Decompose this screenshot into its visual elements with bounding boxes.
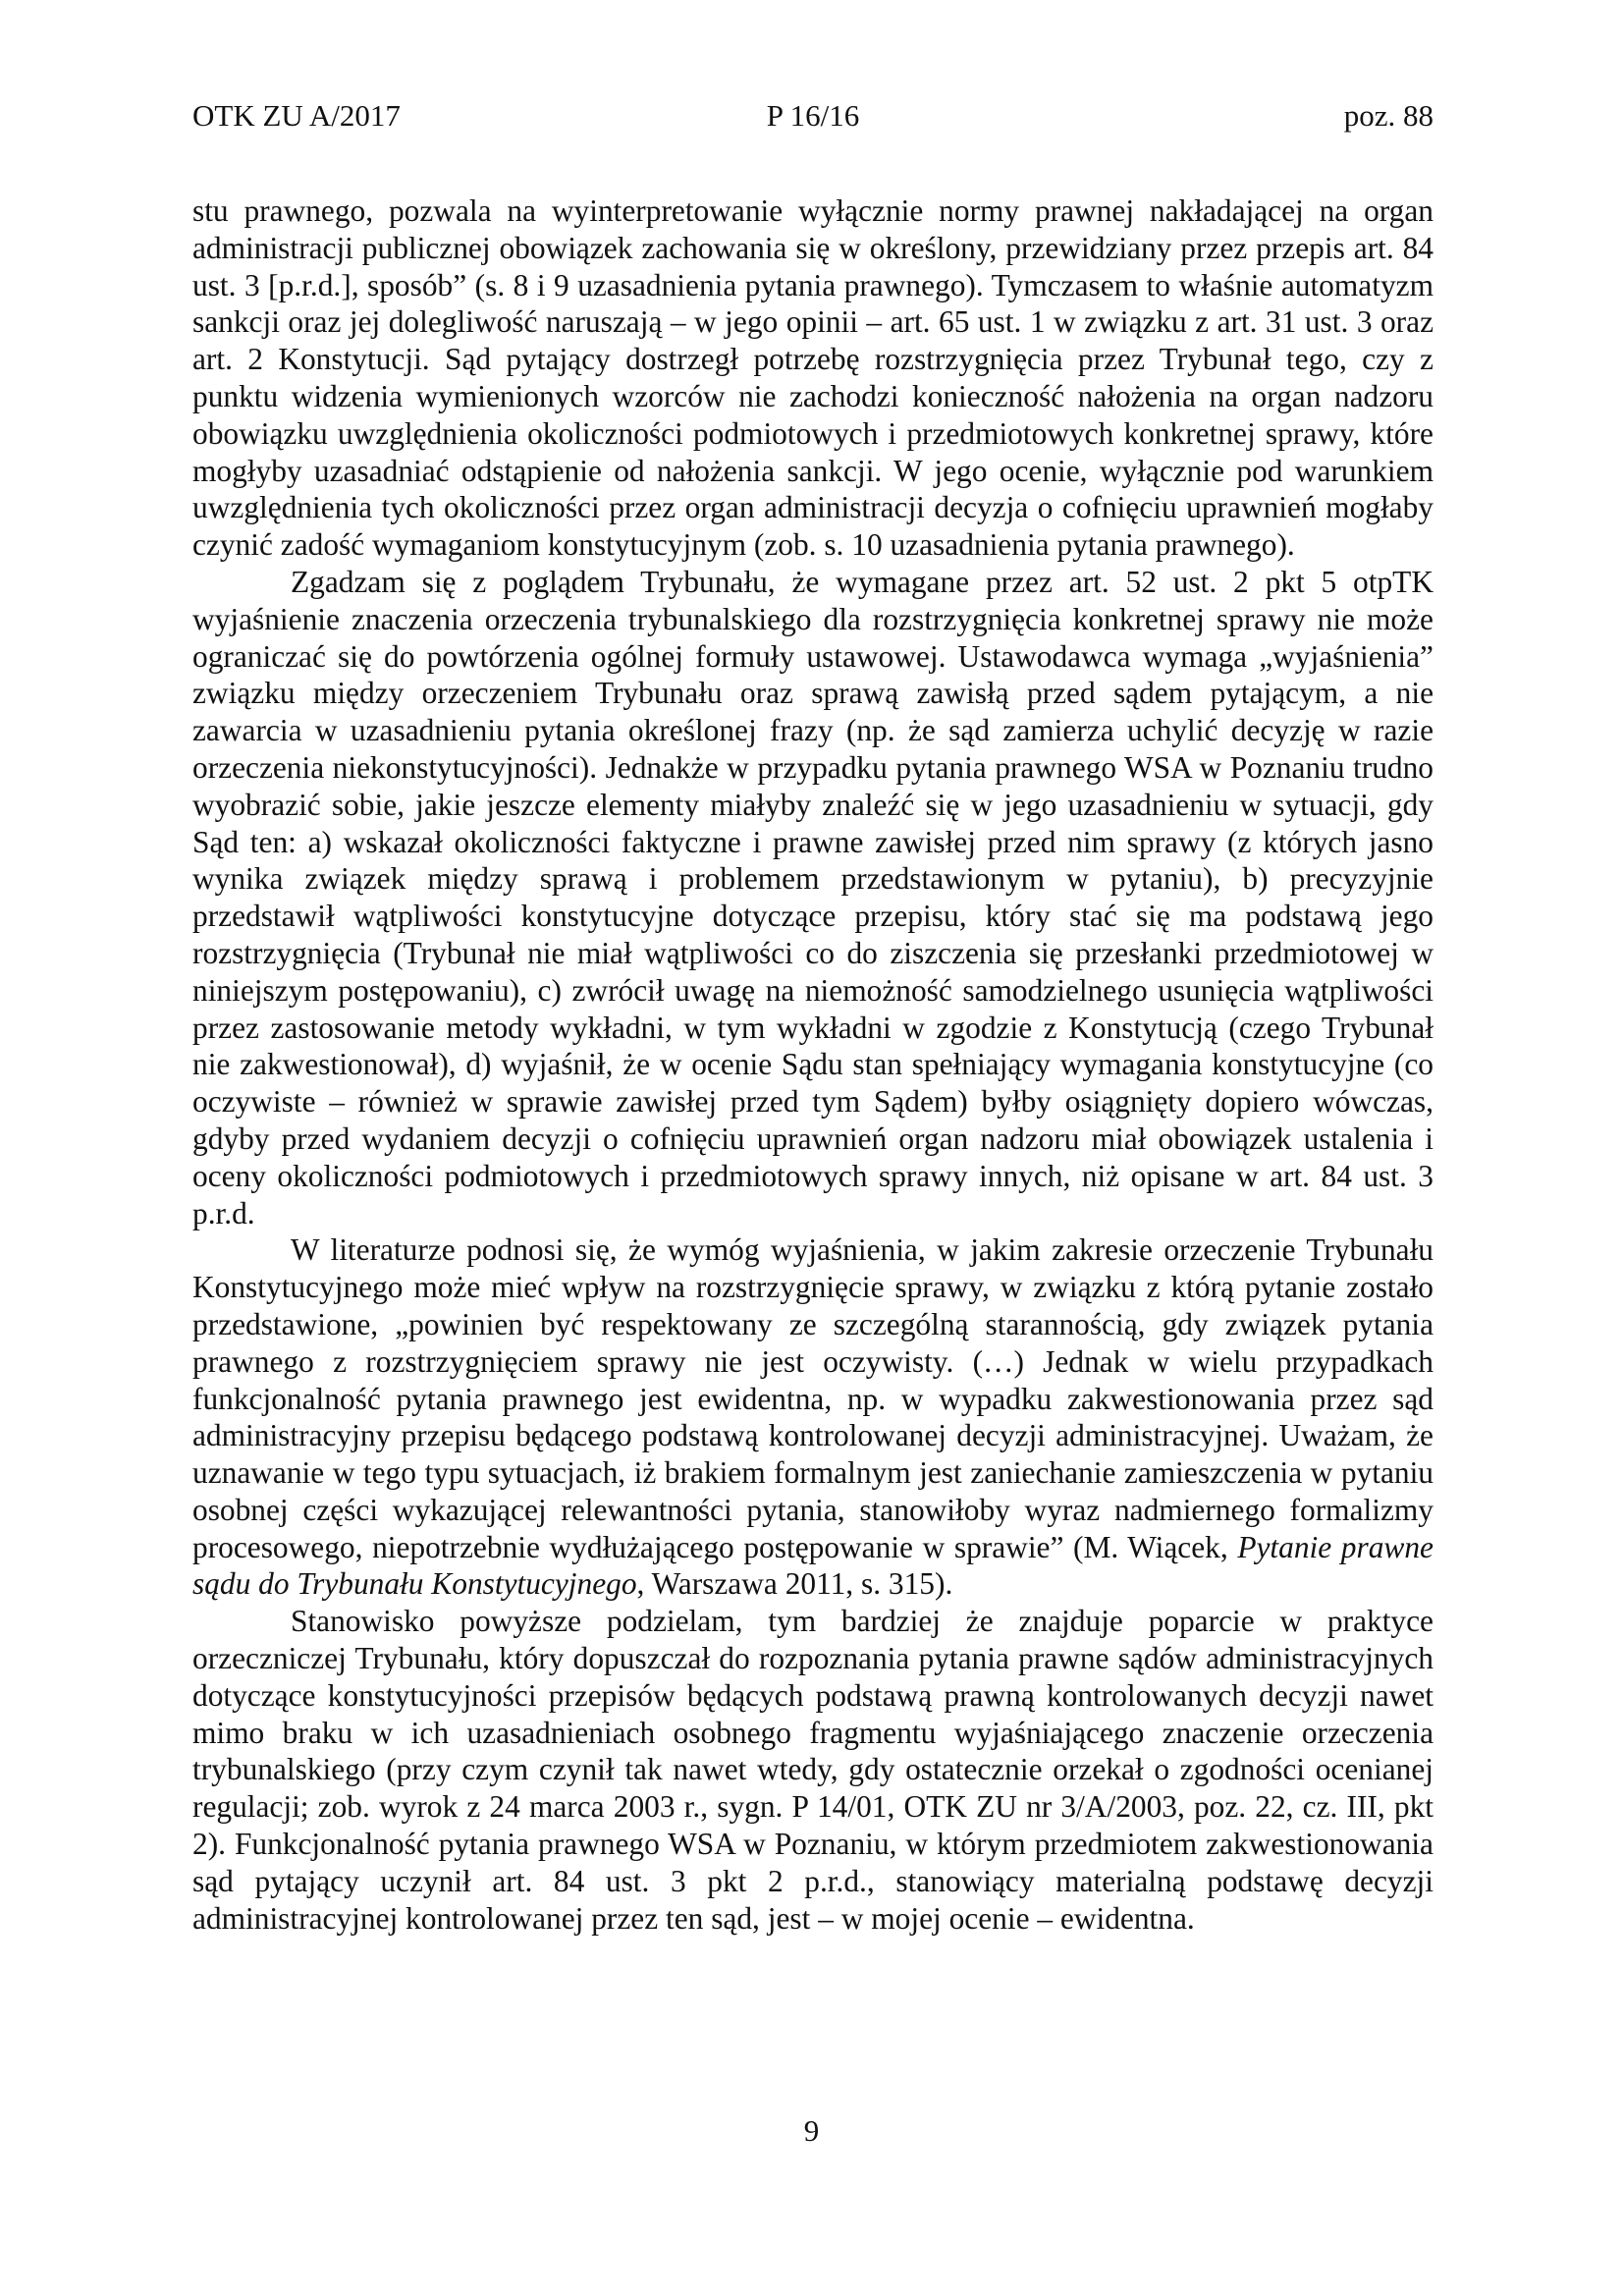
page-footer bbox=[0, 2111, 1623, 2151]
header-position: poz. 88 bbox=[1343, 98, 1434, 133]
paragraph-text: W literaturze podnosi się, że wymóg wyjaśnienia, w jakim zakresie orzeczenie Trybunału Konstytucyjnego może mieć wpływ na rozstrzygnięcie sprawy, w związku z którą pytanie zostało przedstawione, „powinien być respektowany ze szczególną starannością, gdy związek pytania prawnego z rozstrzygnięciem sprawy nie jest oczywisty. (…) Jednak w wielu przypadkach funkcjonalność pytania prawnego jest ewidentna, np. w wypadku zakwestionowania przez sąd administracyjny przepisu będącego podstawą kontrolowanej decyzji administracyjnej. Uważam, że uznawanie w tego typu sytuacjach, iż brakiem formalnym jest zaniechanie zamieszczenia w pytaniu osobnej części wykazującej relewantności pytania, stanowiłoby wyraz nadmiernego formalizmy procesowego, niepotrzebnie wydłużającego postępowanie w sprawie” (M. Wiącek, bbox=[192, 1232, 1434, 1564]
paragraph bbox=[192, 564, 1434, 1231]
running-header bbox=[192, 96, 1434, 145]
paragraph-text: , Warszawa 2011, s. 315). bbox=[636, 1566, 953, 1602]
header-journal: OTK ZU A/2017 bbox=[192, 98, 401, 133]
paragraph bbox=[192, 1603, 1434, 1937]
paragraph bbox=[192, 1231, 1434, 1603]
header-case-number: P 16/16 bbox=[766, 98, 860, 133]
paragraph-text: Stanowisko powyższe podzielam, tym bardziej że znajduje poparcie w praktyce orzeczniczej Trybunału, który dopuszczał do rozpoznania pytania prawne sądów administracyjnych dotyczące konstytucyjności przepisów będących podstawą prawną kontrolowanych decyzji nawet mimo braku w ich uzasadnieniach osobnego fragmentu wyjaśniającego znaczenie orzeczenia trybunalskiego (przy czym czynił tak nawet wtedy, gdy ostatecznie orzekał o zgodności ocenianej regulacji; zob. wyrok z 24 marca 2003 r., sygn. P 14/01, OTK ZU nr 3/A/2003, poz. 22, cz. III, pkt 2). Funkcjonalność pytania prawnego WSA w Poznaniu, w którym przedmiotem zakwestionowania sąd pytający uczynił art. 84 ust. 3 pkt 2 p.r.d., stanowiący materialną podstawę decyzji administracyjnej kontrolowanej przez ten sąd, jest – w mojej ocenie – ewidentna. bbox=[192, 1604, 1434, 1936]
cited-book-title: Pytanie prawne sądu do Trybunału Konstytucyjnego bbox=[192, 1529, 1434, 1602]
page-number: 9 bbox=[803, 2113, 820, 2148]
paragraph bbox=[192, 192, 1434, 564]
body-text bbox=[192, 192, 1434, 1937]
paragraph-text: stu prawnego, pozwala na wyinterpretowanie wyłącznie normy prawnej nakładającej na organ administracji publicznej obowiązek zachowania się w określony, przewidziany przez przepis art. 84 ust. 3 [p.r.d.], sposób” (s. 8 i 9 uzasadnienia pytania prawnego). Tymczasem to właśnie automatyzm sankcji oraz jej dolegliwość naruszają – w jego opinii – art. 65 ust. 1 w związku z art. 31 ust. 3 oraz art. 2 Konstytucji. Sąd pytający dostrzegł potrzebę rozstrzygnięcia przez Trybunał tego, czy z punktu widzenia wymienionych wzorców nie zachodzi konieczność nałożenia na organ nadzoru obowiązku uwzględnienia okoliczności podmiotowych i przedmiotowych konkretnej sprawy, które mogłyby uzasadniać odstąpienie od nałożenia sankcji. W jego ocenie, wyłącznie pod warunkiem uwzględnienia tych okoliczności przez organ administracji decyzja o cofnięciu uprawnień mogłaby czynić zadość wymaganiom konstytucyjnym (zob. s. 10 uzasadnienia pytania prawnego). bbox=[192, 193, 1434, 563]
paragraph-text: Zgadzam się z poglądem Trybunału, że wymagane przez art. 52 ust. 2 pkt 5 otpTK wyjaśnienie znaczenia orzeczenia trybunalskiego dla rozstrzygnięcia konkretnej sprawy nie może ograniczać się do powtórzenia ogólnej formuły ustawowej. Ustawodawca wymaga „wyjaśnienia” związku między orzeczeniem Trybunału oraz sprawą zawisłą przed sądem pytającym, a nie zawarcia w uzasadnieniu pytania określonej frazy (np. że sąd zamierza uchylić decyzję w razie orzeczenia niekonstytucyjności). Jednakże w przypadku pytania prawnego WSA w Poznaniu trudno wyobrazić sobie, jakie jeszcze elementy miałyby znaleźć się w jego uzasadnieniu w sytuacji, gdy Sąd ten: a) wskazał okoliczności faktyczne i prawne zawisłej przed nim sprawy (z których jasno wynika związek między sprawą i problemem przedstawionym w pytaniu), b) precyzyjnie przedstawił wątpliwości konstytucyjne dotyczące przepisu, który stać się ma podstawą jego rozstrzygnięcia (Trybunał nie miał wątpliwości co do ziszczenia się przesłanki przedmiotowej w niniejszym postępowaniu), c) zwrócił uwagę na niemożność samodzielnego usunięcia wątpliwości przez zastosowanie metody wykładni, w tym wykładni w zgodzie z Konstytucją (czego Trybunał nie zakwestionował), d) wyjaśnił, że w ocenie Sądu stan spełniający wymagania konstytucyjne (co oczywiste – również w sprawie zawisłej przed tym Sądem) byłby osiągnięty dopiero wówczas, gdyby przed wydaniem decyzji o cofnięciu uprawnień organ nadzoru miał obowiązek ustalenia i oceny okoliczności podmiotowych i przedmiotowych sprawy innych, niż opisane w art. 84 ust. 3 p.r.d. bbox=[192, 564, 1434, 1230]
